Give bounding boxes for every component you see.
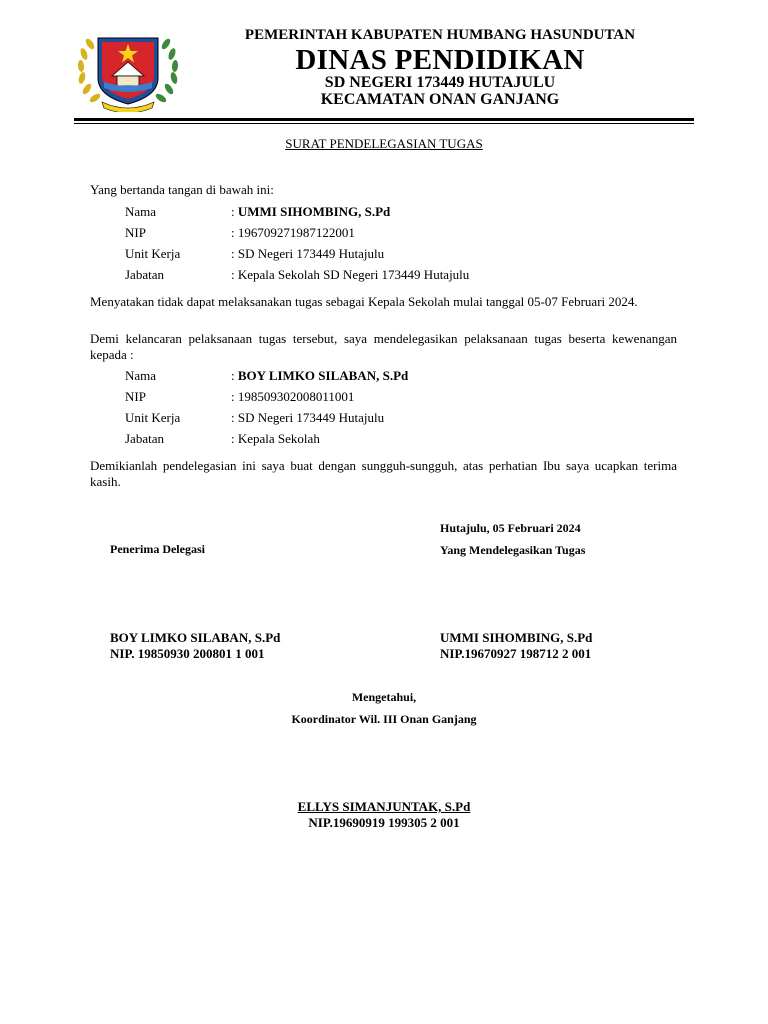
delegate-position-label: Jabatan	[125, 431, 164, 446]
delegate-nip-label: NIP	[125, 389, 146, 404]
delegate-name: : BOY LIMKO SILABAN, S.Pd	[231, 368, 409, 383]
letterhead-school: SD NEGERI 173449 HUTAJULU	[324, 74, 556, 91]
recipient-signature-name: BOY LIMKO SILABAN, S.Pd	[110, 630, 281, 645]
delegate-position: : Kepala Sekolah	[231, 431, 320, 446]
delegator-name: : UMMI SIHOMBING, S.Pd	[231, 204, 391, 219]
regency-emblem-icon	[72, 24, 184, 112]
letterhead-district: KECAMATAN ONAN GANJANG	[320, 91, 560, 108]
delegation-paragraph: Demi kelancaran pelaksanaan tugas tersebut, saya mendelegasikan pelaksanaan tugas beserta kewenangan kepada :	[90, 331, 677, 362]
delegator-signature-nip: NIP.19670927 198712 2 001	[440, 646, 592, 661]
coordinator-name: ELLYS SIMANJUNTAK, S.Pd	[297, 799, 471, 814]
letterhead-divider-thick	[74, 118, 694, 121]
delegator-unit: : SD Negeri 173449 Hutajulu	[231, 246, 385, 261]
coordinator-nip: NIP.19690919 199305 2 001	[308, 815, 460, 830]
recipient-signature-nip: NIP. 19850930 200801 1 001	[110, 646, 265, 661]
delegate-nip: : 198509302008011001	[231, 389, 355, 404]
recipient-role: Penerima Delegasi	[110, 542, 205, 556]
delegator-nip: : 196709271987122001	[231, 225, 355, 240]
delegator-position: : Kepala Sekolah SD Negeri 173449 Hutajulu	[231, 267, 470, 282]
delegator-unit-label: Unit Kerja	[125, 246, 181, 261]
delegate-unit: : SD Negeri 173449 Hutajulu	[231, 410, 385, 425]
delegator-position-label: Jabatan	[125, 267, 164, 282]
coordinator-role: Koordinator Wil. III Onan Ganjang	[291, 712, 477, 726]
intro-text: Yang bertanda tangan di bawah ini:	[90, 182, 274, 197]
delegator-signature-name: UMMI SIHOMBING, S.Pd	[440, 630, 593, 645]
acknowledgement-label: Mengetahui,	[351, 690, 417, 704]
letter-title: SURAT PENDELEGASIAN TUGAS	[285, 136, 483, 151]
letterhead-government: PEMERINTAH KABUPATEN HUMBANG HASUNDUTAN	[244, 27, 636, 43]
delegate-name-label: Nama	[125, 368, 157, 383]
delegate-unit-label: Unit Kerja	[125, 410, 181, 425]
letterhead-agency: DINAS PENDIDIKAN	[295, 44, 585, 76]
statement-paragraph: Menyatakan tidak dapat melaksanakan tugas sebagai Kepala Sekolah mulai tanggal 05-07 Februari 2024.	[90, 294, 638, 309]
closing-paragraph: Demikianlah pendelegasian ini saya buat dengan sungguh-sungguh, atas perhatian Ibu saya ucapkan terima kasih.	[90, 458, 677, 489]
delegator-role: Yang Mendelegasikan Tugas	[440, 543, 586, 557]
delegator-name-label: Nama	[125, 204, 157, 219]
delegator-nip-label: NIP	[125, 225, 146, 240]
place-date: Hutajulu, 05 Februari 2024	[440, 521, 581, 535]
letterhead-divider-thin	[74, 123, 694, 124]
